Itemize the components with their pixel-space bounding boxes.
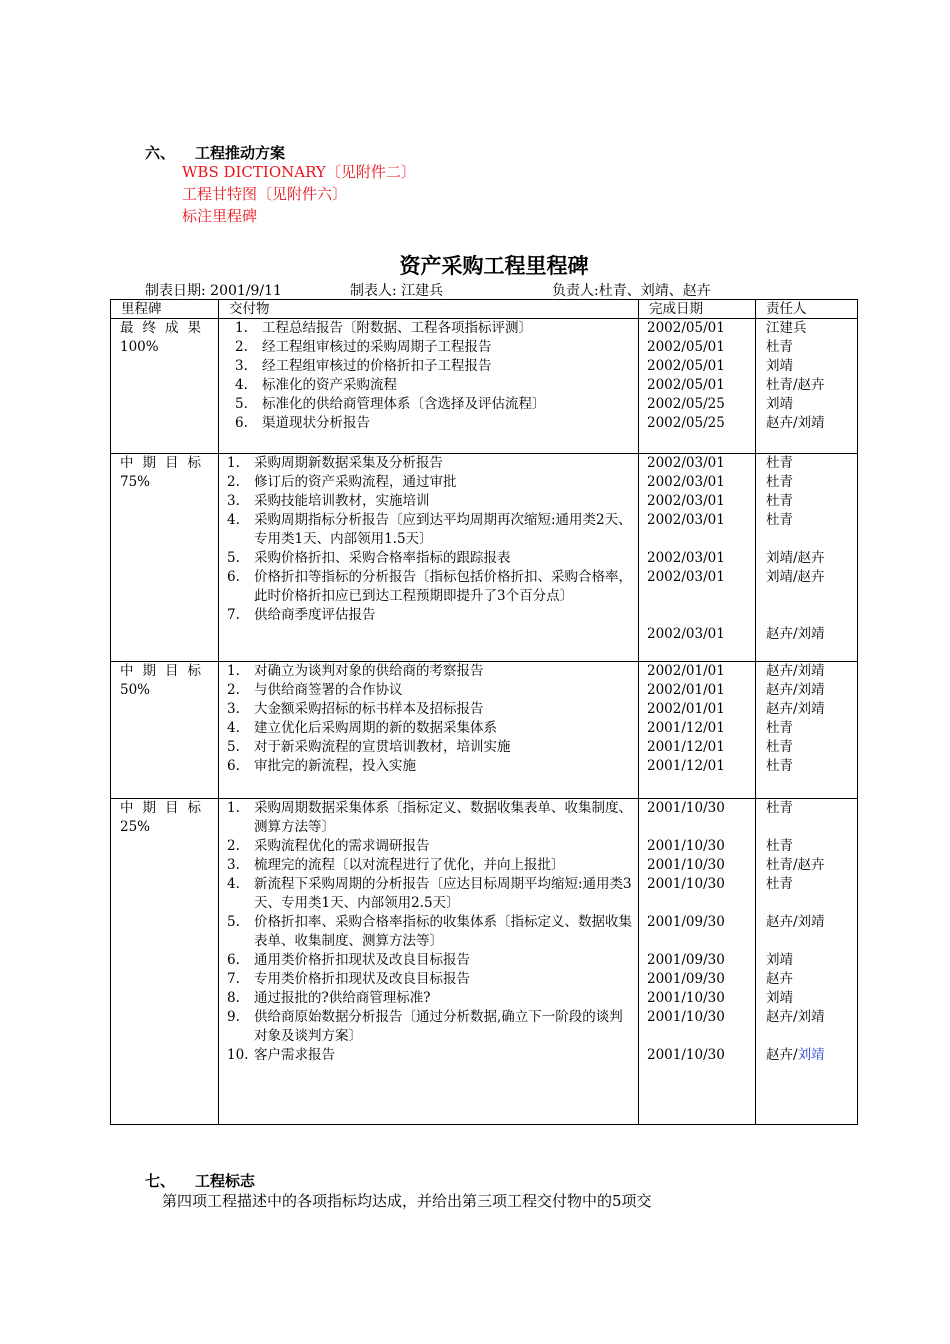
owner-name	[766, 875, 857, 894]
owner-name	[766, 606, 857, 625]
deliverable-item	[227, 395, 638, 414]
owner-name	[766, 568, 857, 587]
owner-name	[766, 799, 857, 818]
owner-cell	[756, 662, 858, 799]
completion-date	[647, 530, 755, 549]
owner-name	[766, 414, 857, 433]
item-number: 3.	[227, 857, 240, 873]
item-text: 对于新采购流程的宣贯培训教材，培训实施	[254, 739, 511, 755]
red-item-gantt: 工程甘特图〔见附件六〕	[182, 185, 348, 203]
item-number: 5.	[235, 396, 248, 412]
owner-name	[766, 1046, 857, 1065]
owner-name	[766, 913, 857, 932]
item-number: 3.	[235, 358, 248, 374]
owner-name	[766, 757, 857, 776]
item-number: 1.	[227, 800, 240, 816]
owner-name	[766, 357, 857, 376]
date-cell	[639, 662, 756, 799]
item-text: 供给商季度评估报告	[254, 607, 376, 623]
owner-name	[766, 1008, 857, 1027]
table-row	[111, 319, 858, 454]
item-text: 与供给商签署的合作协议	[254, 682, 403, 698]
owner-name	[766, 492, 857, 511]
completion-date	[647, 932, 755, 951]
deliverable-item	[227, 319, 638, 338]
owner-name	[766, 681, 857, 700]
meta-maker: 制表人: 江建兵	[350, 283, 444, 299]
completion-date: 2001/10/30	[647, 990, 725, 1006]
deliverable-item	[227, 662, 638, 681]
item-number: 1.	[227, 663, 240, 679]
header-date: 完成日期	[639, 300, 756, 319]
item-text: 采购周期指标分析报告〔应到达平均周期再次缩短:通用类2天、专用类1天、内部领用1.5天〕	[254, 512, 632, 547]
section-title: 工程推动方案	[195, 144, 286, 162]
item-text: 工程总结报告〔附数据、工程各项指标评测〕	[262, 320, 532, 336]
milestone-percent: 50%	[120, 682, 151, 698]
item-text: 价格折扣率、采购合格率指标的收集体系〔指标定义、数据收集表单、收集制度、测算方法等〕	[254, 914, 632, 949]
completion-date: 2001/10/30	[647, 838, 725, 854]
table-header-row	[111, 300, 858, 319]
owner-name	[766, 989, 857, 1008]
completion-date	[647, 894, 755, 913]
milestone-cell	[111, 662, 219, 799]
completion-date: 2001/12/01	[647, 758, 725, 774]
completion-date: 2002/05/01	[647, 377, 725, 393]
completion-date: 2002/05/25	[647, 396, 725, 412]
item-text: 通用类价格折扣现状及改良目标报告	[254, 952, 470, 968]
deliverable-item	[227, 549, 638, 568]
item-text: 价格折扣等指标的分析报告〔指标包括价格折扣、采购合格率，此时价格折扣应已到达工程预期即提升了3个百分点〕	[254, 569, 632, 604]
owner-text-highlight: 刘靖	[797, 1047, 825, 1063]
item-number: 5.	[227, 739, 240, 755]
deliverables-cell	[219, 662, 639, 799]
item-text: 大金额采购招标的标书样本及招标报告	[254, 701, 484, 717]
item-number: 2.	[227, 474, 240, 490]
completion-date: 2002/05/01	[647, 358, 725, 374]
completion-date: 2002/01/01	[647, 663, 725, 679]
owner-text: 赵卉/刘靖	[766, 701, 825, 717]
owner-text: 杜青	[766, 512, 793, 528]
owner-text: 刘靖	[766, 952, 793, 968]
item-text: 通过报批的?供给商管理标准?	[254, 990, 431, 1006]
item-text: 渠道现状分析报告	[262, 415, 370, 431]
item-text: 标准化的供给商管理体系〔含选择及评估流程〕	[262, 396, 546, 412]
item-number: 5.	[227, 550, 240, 566]
deliverable-item	[227, 875, 638, 913]
item-text: 对确立为谈判对象的供给商的考察报告	[254, 663, 484, 679]
item-number: 8.	[227, 990, 240, 1006]
document-title: 资产采购工程里程碑	[399, 254, 589, 278]
owner-cell	[756, 319, 858, 454]
owner-name	[766, 395, 857, 414]
deliverable-item	[227, 338, 638, 357]
deliverable-item	[227, 1008, 638, 1046]
item-number: 4.	[227, 876, 240, 892]
owner-name	[766, 970, 857, 989]
owner-name	[766, 587, 857, 606]
owner-text: 赵卉/刘靖	[766, 663, 825, 679]
owner-name	[766, 473, 857, 492]
milestone-name: 中期目标	[120, 663, 210, 679]
item-number: 6.	[227, 569, 240, 585]
owner-text: 杜青	[766, 800, 793, 816]
completion-date	[647, 818, 755, 837]
owner-text: 杜青	[766, 758, 793, 774]
owner-text: 赵卉/刘靖	[766, 682, 825, 698]
owner-text: 杜青	[766, 876, 793, 892]
deliverable-item	[227, 799, 638, 837]
meta-owners: 负责人:杜青、刘靖、赵卉	[552, 283, 711, 299]
table-row	[111, 799, 858, 1125]
item-number: 2.	[235, 339, 248, 355]
item-text: 修订后的资产采购流程，通过审批	[254, 474, 457, 490]
item-number: 10.	[227, 1047, 249, 1063]
item-number: 6.	[227, 952, 240, 968]
item-text: 新流程下采购周期的分析报告〔应达目标周期平均缩短:通用类3天、专用类1天、内部领用2.5天〕	[254, 876, 632, 911]
deliverable-item	[227, 454, 638, 473]
owner-name	[766, 700, 857, 719]
owner-text: 刘靖/赵卉	[766, 569, 825, 585]
section-7-heading	[145, 1170, 255, 1191]
item-text: 采购流程优化的需求调研报告	[254, 838, 430, 854]
table-row	[111, 454, 858, 662]
red-item-milestone: 标注里程碑	[182, 207, 258, 225]
date-cell	[639, 454, 756, 662]
completion-date	[647, 606, 755, 625]
date-cell	[639, 799, 756, 1125]
owner-text: 赵卉/刘靖	[766, 626, 825, 642]
owner-text: 杜青	[766, 339, 793, 355]
owner-name	[766, 530, 857, 549]
owner-text: 杜青	[766, 493, 793, 509]
owner-name	[766, 719, 857, 738]
deliverable-item	[227, 837, 638, 856]
deliverable-item	[227, 606, 638, 625]
deliverable-item	[227, 738, 638, 757]
owner-text: 杜青/赵卉	[766, 377, 825, 393]
date-cell	[639, 319, 756, 454]
owner-name	[766, 951, 857, 970]
deliverable-item	[227, 414, 638, 433]
deliverable-item	[227, 913, 638, 951]
milestone-percent: 75%	[120, 474, 151, 490]
owner-name	[766, 376, 857, 395]
completion-date: 2001/09/30	[647, 952, 725, 968]
item-text: 采购价格折扣、采购合格率指标的跟踪报表	[254, 550, 511, 566]
deliverable-item	[227, 473, 638, 492]
deliverable-item	[227, 357, 638, 376]
owner-text: 刘靖	[766, 396, 793, 412]
owner-cell	[756, 454, 858, 662]
completion-date: 2001/10/30	[647, 857, 725, 873]
completion-date: 2001/12/01	[647, 739, 725, 755]
item-number: 2.	[227, 682, 240, 698]
item-number: 1.	[235, 320, 248, 336]
item-number: 5.	[227, 914, 240, 930]
owner-name	[766, 1027, 857, 1046]
item-text: 经工程组审核过的采购周期子工程报告	[262, 339, 492, 355]
item-number: 6.	[227, 758, 240, 774]
milestone-cell	[111, 454, 219, 662]
completion-date: 2002/05/01	[647, 320, 725, 336]
owner-text: 杜青	[766, 720, 793, 736]
meta-date: 制表日期: 2001/9/11	[145, 283, 282, 299]
item-text: 采购技能培训教材，实施培训	[254, 493, 430, 509]
owner-text: 杜青	[766, 455, 793, 471]
milestone-percent: 100%	[120, 339, 159, 355]
section-7-text: 第四项工程描述中的各项指标均达成，并给出第三项工程交付物中的5项交	[162, 1192, 652, 1210]
owner-name	[766, 818, 857, 837]
item-number: 6.	[235, 415, 248, 431]
deliverable-item	[227, 1046, 638, 1065]
completion-date: 2002/01/01	[647, 682, 725, 698]
item-number: 7.	[227, 971, 240, 987]
completion-date: 2001/10/30	[647, 876, 725, 892]
owner-name	[766, 738, 857, 757]
owner-text: 江建兵	[766, 320, 807, 336]
deliverable-item	[227, 511, 638, 549]
owner-name	[766, 662, 857, 681]
deliverable-item	[227, 951, 638, 970]
completion-date: 2001/10/30	[647, 1009, 725, 1025]
red-item-wbs: WBS DICTIONARY〔见附件二〕	[182, 163, 416, 181]
completion-date: 2001/12/01	[647, 720, 725, 736]
table-row	[111, 662, 858, 799]
item-text: 供给商原始数据分析报告〔通过分析数据,确立下一阶段的谈判对象及谈判方案〕	[254, 1009, 623, 1044]
completion-date: 2002/03/01	[647, 455, 725, 471]
deliverables-cell	[219, 454, 639, 662]
owner-name	[766, 454, 857, 473]
item-number: 1.	[227, 455, 240, 471]
item-number: 2.	[227, 838, 240, 854]
owner-name	[766, 319, 857, 338]
owner-text: 刘靖	[766, 990, 793, 1006]
owner-text: 赵卉/刘靖	[766, 415, 825, 431]
completion-date: 2001/09/30	[647, 971, 725, 987]
owner-name	[766, 625, 857, 644]
completion-date: 2001/09/30	[647, 914, 725, 930]
item-text: 经工程组审核过的价格折扣子工程报告	[262, 358, 492, 374]
owner-text: 赵卉	[766, 971, 793, 987]
owner-name	[766, 932, 857, 951]
milestone-name: 中期目标	[120, 800, 210, 816]
item-text: 梳理完的流程〔以对流程进行了优化，并向上报批〕	[254, 857, 565, 873]
item-number: 9.	[227, 1009, 240, 1025]
item-text: 审批完的新流程，投入实施	[254, 758, 416, 774]
item-number: 7.	[227, 607, 240, 623]
deliverable-item	[227, 681, 638, 700]
owner-name	[766, 856, 857, 875]
deliverable-item	[227, 719, 638, 738]
completion-date: 2002/03/01	[647, 493, 725, 509]
deliverables-cell	[219, 799, 639, 1125]
header-milestone: 里程碑	[111, 300, 219, 319]
completion-date: 2002/01/01	[647, 701, 725, 717]
owner-name	[766, 837, 857, 856]
item-number: 4.	[235, 377, 248, 393]
completion-date: 2002/03/01	[647, 550, 725, 566]
completion-date	[647, 587, 755, 606]
deliverables-cell	[219, 319, 639, 454]
section-title: 工程标志	[195, 1172, 256, 1190]
deliverable-item	[227, 700, 638, 719]
owner-text: 杜青/赵卉	[766, 857, 825, 873]
section-number: 七、	[145, 1172, 176, 1190]
completion-date: 2002/03/01	[647, 512, 725, 528]
deliverable-item	[227, 568, 638, 606]
item-text: 专用类价格折扣现状及改良目标报告	[254, 971, 470, 987]
owner-name	[766, 511, 857, 530]
milestone-name: 中期目标	[120, 455, 210, 471]
item-number: 4.	[227, 512, 240, 528]
owner-text: 赵卉/刘靖	[766, 914, 825, 930]
milestone-table	[110, 299, 858, 1125]
item-text: 采购周期数据采集体系〔指标定义、数据收集表单、收集制度、测算方法等〕	[254, 800, 632, 835]
header-owner: 责任人	[756, 300, 858, 319]
item-text: 建立优化后采购周期的新的数据采集体系	[254, 720, 497, 736]
completion-date: 2002/03/01	[647, 474, 725, 490]
completion-date: 2002/05/25	[647, 415, 725, 431]
item-number: 3.	[227, 493, 240, 509]
completion-date: 2002/05/01	[647, 339, 725, 355]
owner-text: 刘靖	[766, 358, 793, 374]
completion-date	[647, 1027, 755, 1046]
owner-cell	[756, 799, 858, 1125]
milestone-cell	[111, 799, 219, 1125]
deliverable-item	[227, 492, 638, 511]
item-number: 3.	[227, 701, 240, 717]
owner-text: 杜青	[766, 838, 793, 854]
header-deliverable: 交付物	[219, 300, 639, 319]
owner-text: 杜青	[766, 474, 793, 490]
owner-text: 杜青	[766, 739, 793, 755]
owner-text: 赵卉/	[766, 1047, 798, 1063]
milestone-percent: 25%	[120, 819, 151, 835]
deliverable-item	[227, 376, 638, 395]
owner-text: 赵卉/刘靖	[766, 1009, 825, 1025]
completion-date: 2002/03/01	[647, 626, 725, 642]
completion-date: 2002/03/01	[647, 569, 725, 585]
milestone-cell	[111, 319, 219, 454]
item-text: 采购周期新数据采集及分析报告	[254, 455, 443, 471]
owner-name	[766, 894, 857, 913]
milestone-name: 最终成果	[120, 320, 210, 336]
item-text: 客户需求报告	[254, 1047, 335, 1063]
deliverable-item	[227, 970, 638, 989]
deliverable-item	[227, 856, 638, 875]
owner-text: 刘靖/赵卉	[766, 550, 825, 566]
owner-name	[766, 338, 857, 357]
section-6-heading	[145, 142, 285, 163]
completion-date: 2001/10/30	[647, 800, 725, 816]
section-number: 六、	[145, 144, 176, 162]
completion-date: 2001/10/30	[647, 1047, 725, 1063]
deliverable-item	[227, 757, 638, 776]
item-text: 标准化的资产采购流程	[262, 377, 397, 393]
owner-name	[766, 549, 857, 568]
deliverable-item	[227, 989, 638, 1008]
item-number: 4.	[227, 720, 240, 736]
